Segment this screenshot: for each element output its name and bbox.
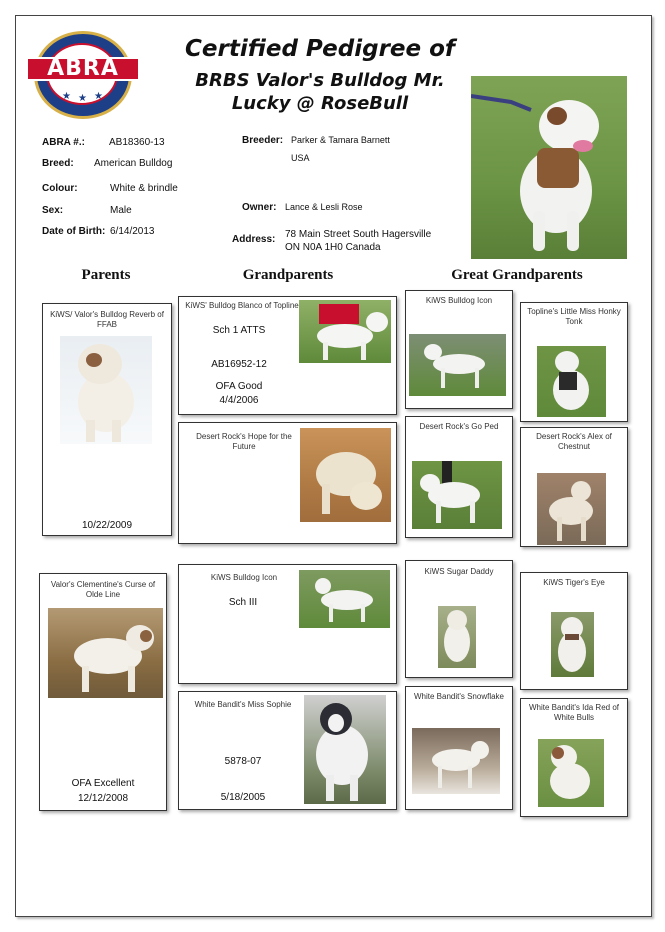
breed-label: Breed: bbox=[42, 158, 74, 169]
dog-name: KiWS/ Valor's Bulldog Reverb of FFAB bbox=[50, 310, 164, 329]
grandparent-card-2 bbox=[178, 422, 397, 544]
logo-text: ABRA bbox=[47, 56, 119, 81]
dog-image bbox=[551, 612, 594, 677]
dog-name: White Bandit's Snowflake bbox=[413, 692, 504, 701]
breeder-label: Breeder: bbox=[242, 135, 284, 146]
dog-image bbox=[438, 606, 476, 668]
owner-label: Owner: bbox=[242, 202, 277, 213]
dog-image bbox=[300, 428, 391, 522]
dog-name: Topline's Little Miss Honky Tonk bbox=[527, 307, 621, 326]
great-grandparent-card-b2 bbox=[520, 427, 628, 547]
title-line-2: BRBS Valor's Bulldog Mr. bbox=[195, 70, 445, 91]
dog-name: Desert Rock's Go Ped bbox=[419, 422, 499, 431]
dog-photo bbox=[438, 606, 476, 668]
address-line-2: ON N0A 1H0 Canada bbox=[285, 242, 381, 253]
dog-name: KiWS' Bulldog Blanco of Topline bbox=[185, 301, 299, 310]
great-grandparent-card-b3 bbox=[520, 572, 628, 690]
parent-card-dam bbox=[39, 573, 167, 811]
dog-photo bbox=[60, 336, 152, 444]
breeder-country: USA bbox=[291, 153, 310, 163]
dog-date: 4/4/2006 bbox=[219, 395, 259, 406]
star-icon: ★ bbox=[94, 91, 103, 102]
dog-registration: AB16952-12 bbox=[211, 359, 267, 370]
dog-photo bbox=[299, 300, 391, 363]
dog-image bbox=[412, 461, 502, 529]
grandparent-card-4 bbox=[178, 691, 397, 810]
abra-number-label: ABRA #.: bbox=[42, 137, 85, 148]
dog-image bbox=[299, 300, 391, 363]
dog-photo bbox=[537, 473, 606, 545]
dog-photo bbox=[538, 739, 604, 807]
dog-image bbox=[537, 473, 606, 545]
colour-label: Colour: bbox=[42, 183, 78, 194]
address-line-1: 78 Main Street South Hagersville bbox=[285, 229, 432, 240]
dog-name: KiWS Bulldog Icon bbox=[425, 296, 493, 305]
dog-date: 12/12/2008 bbox=[77, 793, 129, 804]
column-header-great-grandparents: Great Grandparents bbox=[451, 267, 583, 283]
title-line-3: Lucky @ RoseBull bbox=[231, 93, 409, 114]
breed-value: American Bulldog bbox=[94, 158, 173, 169]
main-dog-photo bbox=[471, 76, 627, 259]
dog-health: OFA Excellent bbox=[71, 778, 135, 789]
dog-image bbox=[537, 346, 606, 417]
dog-image bbox=[409, 334, 506, 396]
dog-image bbox=[471, 76, 627, 259]
dob-label: Date of Birth: bbox=[42, 226, 106, 237]
dog-image bbox=[412, 728, 500, 794]
dog-name: Desert Rock's Hope for the Future bbox=[196, 432, 292, 451]
dog-name: Desert Rock's Alex of Chestnut bbox=[536, 432, 612, 451]
dog-photo bbox=[409, 334, 506, 396]
column-header-parents: Parents bbox=[81, 267, 131, 283]
dob-value: 6/14/2013 bbox=[110, 226, 155, 237]
dog-photo bbox=[551, 612, 594, 677]
dog-photo bbox=[537, 346, 606, 417]
star-icon: ★ bbox=[62, 91, 71, 102]
title-line-1: Certified Pedigree of bbox=[185, 36, 455, 62]
dog-image bbox=[60, 336, 152, 444]
dog-health: OFA Good bbox=[215, 381, 263, 392]
dog-image bbox=[48, 608, 163, 698]
dog-title: Sch III bbox=[228, 597, 258, 608]
colour-value: White & brindle bbox=[110, 183, 178, 194]
dog-name: KiWS Sugar Daddy bbox=[424, 567, 494, 576]
column-header-grandparents: Grandparents bbox=[242, 267, 334, 283]
dog-name: Valor's Clementine's Curse of Olde Line bbox=[50, 580, 156, 599]
breeder-value: Parker & Tamara Barnett bbox=[291, 135, 390, 145]
sex-label: Sex: bbox=[42, 205, 64, 216]
parent-card-sire bbox=[42, 303, 172, 536]
star-icon: ★ bbox=[78, 93, 87, 104]
dog-image bbox=[538, 739, 604, 807]
dog-photo bbox=[299, 570, 390, 628]
grandparent-card-1 bbox=[178, 296, 397, 415]
address-label: Address: bbox=[232, 234, 276, 245]
dog-photo bbox=[412, 461, 502, 529]
grandparent-card-3 bbox=[178, 564, 397, 684]
dog-image bbox=[304, 695, 386, 804]
dog-date: 5/18/2005 bbox=[220, 792, 266, 803]
dog-image bbox=[299, 570, 390, 628]
dog-photo bbox=[48, 608, 163, 698]
great-grandparent-card-b4 bbox=[520, 698, 628, 817]
dog-name: KiWS Tiger's Eye bbox=[543, 578, 605, 587]
great-grandparent-card-a1 bbox=[405, 290, 513, 409]
sex-value: Male bbox=[110, 205, 132, 216]
great-grandparent-card-a4 bbox=[405, 686, 513, 810]
great-grandparent-card-a2 bbox=[405, 416, 513, 538]
abra-number-value: AB18360-13 bbox=[109, 137, 165, 148]
dog-photo bbox=[300, 428, 391, 522]
dog-photo bbox=[412, 728, 500, 794]
dog-registration: 5878-07 bbox=[224, 756, 262, 767]
dog-name: KiWS Bulldog Icon bbox=[210, 573, 278, 582]
dog-title: Sch 1 ATTS bbox=[212, 325, 266, 336]
dog-photo bbox=[304, 695, 386, 804]
dog-name: White Bandit's Miss Sophie bbox=[194, 700, 292, 709]
great-grandparent-card-a3 bbox=[405, 560, 513, 678]
great-grandparent-card-b1 bbox=[520, 302, 628, 422]
abra-logo bbox=[34, 31, 132, 119]
dog-name: White Bandit's Ida Red of White Bulls bbox=[528, 703, 620, 722]
dog-date: 10/22/2009 bbox=[81, 520, 133, 531]
owner-value: Lance & Lesli Rose bbox=[285, 202, 363, 212]
